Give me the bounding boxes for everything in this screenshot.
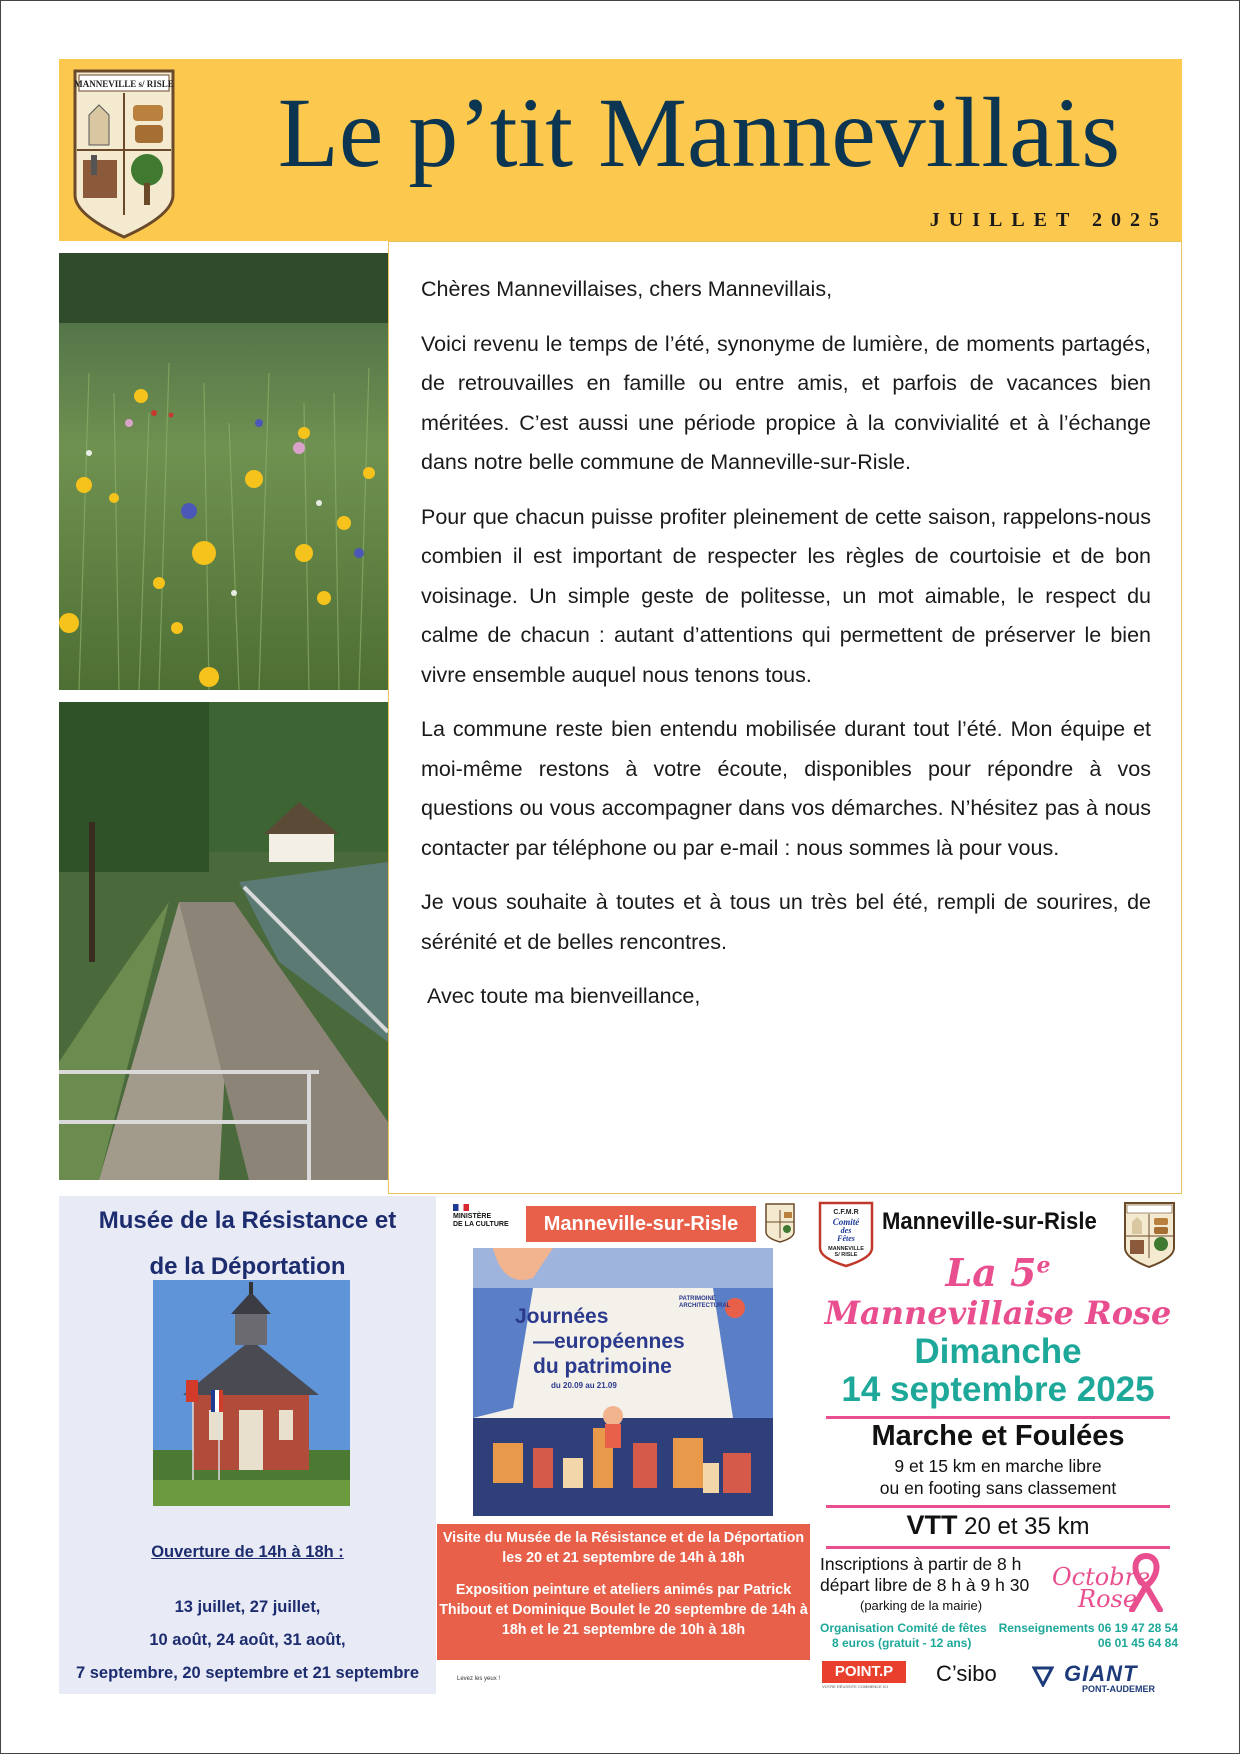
patrimoine-town-banner: Manneville-sur-Risle [526,1206,756,1242]
jep-poster-illustration [473,1248,773,1516]
renseignements-info [994,1621,1178,1651]
levez-les-yeux-logo: Levez les yeux ! [457,1676,501,1682]
musee-building-photo [153,1280,350,1506]
rens-line: 06 01 45 64 84 [1097,1636,1178,1650]
patrimoine-info: Visite du Musée de la Résistance et de la Déportation les 20 et 21 septembre de 14h à 18h [442,1530,805,1566]
orga-line: Organisation Comité de fêtes [820,1621,987,1635]
inscriptions [820,1554,1029,1596]
patrimoine-panel [437,1196,810,1694]
ministere-logo [453,1204,509,1229]
vtt-label: VTT [906,1510,958,1540]
inscriptions-line: Inscriptions à partir de 8 h [820,1554,1022,1574]
musee-panel [59,1196,436,1694]
cfmr-line: MANNEVILLE [828,1246,864,1252]
jep-sub-line: PATRIMOINE [679,1296,716,1302]
letter-greeting: Chères Mannevillaises, chers Mannevillais, [421,277,833,301]
pointp-logo: POINT.P [822,1661,906,1683]
marche-detail: ou en footing sans classement [879,1478,1117,1498]
newsletter-title: Le p’tit Mannevillais [277,77,1121,188]
cfmr-line: S/ RISLE [834,1252,858,1258]
jep-title-line: —européennes [533,1330,685,1353]
letter-closing: Avec toute ma bienveillance, [427,984,701,1008]
wildflower-meadow-photo [59,253,388,690]
letter-paragraph: La commune reste bien entendu mobilisée durant tout l’été. Mon équipe et moi-même restons à votre écoute, disponibles pour répondre à vos questions ou vous accompagner dans vos démarches. N’hésitez pas à nous contacter par téléphone ou par e-mail : nous sommes là pour vous. [421,717,1151,860]
ministere-line: DE LA CULTURE [453,1221,509,1228]
jep-sub-line: ARCHITECTURAL [679,1303,731,1309]
jep-title-line: du patrimoine [533,1355,672,1378]
divider [826,1416,1170,1419]
jep-title [515,1304,685,1379]
musee-dates [59,1591,436,1690]
mayor-letter [388,241,1182,1194]
orga-line: 8 euros (gratuit - 12 ans) [832,1636,972,1650]
musee-title-line: de la Déportation [149,1253,346,1280]
rose-date: 14 septembre 2025 [841,1370,1155,1409]
jep-dates: du 20.09 au 21.09 [551,1381,617,1390]
octobre-line: Octobre [1052,1563,1151,1591]
rose-day: Dimanche [914,1332,1082,1371]
giant-logo: GIANT [1064,1661,1138,1686]
v-triangle-icon [1032,1665,1054,1687]
cfmr-line: C.F.M.R [833,1209,859,1216]
vtt-info [814,1510,1182,1541]
divider [826,1505,1170,1508]
rens-line: Renseignements 06 19 47 28 54 [998,1621,1178,1635]
letter-paragraph: Pour que chacun puisse profiter pleinement de cette saison, rappelons-nous combien il est important de respecter les règles de courtoisie et de bon voisinage. Un simple geste de politesse, un mot aimable, le respect du calme de chacun : autant d’attentions qui permettent de préserver le bien vivre ensemble auquel nous tenons tous. [421,504,1151,687]
town-crest-icon [69,65,179,241]
musee-date-line: 10 août, 24 août, 31 août, [149,1631,346,1649]
pointp-tagline: VOTRE RÉUSSITE COMMENCE ICI [822,1684,889,1689]
rose-edition [814,1250,1182,1295]
french-flag-icon [453,1204,469,1211]
letter-paragraph: Je vous souhaite à toutes et à tous un très bel été, rempli de sourires, de sérénité et de belles rencontres. [421,890,1151,954]
cfmr-line: des [840,1226,852,1235]
letter-paragraph: Voici revenu le temps de l’été, synonyme de lumière, de moments partagés, de retrouvailles en famille ou entre amis, et parfois de vacances bien méritées. C’est aussi une période propice à la convivialité et à l’échange dans notre belle commune de Manneville-sur-Risle. [421,331,1151,474]
rose-event-name: Mannevillaise Rose [824,1294,1172,1332]
patrimoine-info: Exposition peinture et ateliers animés par Patrick Thibout et Dominique Boulet le 20 septembre de 14h à 18h et le 21 septembre de 10h à 18h [439,1582,808,1638]
rose-edition-suffix: e [1036,1252,1051,1279]
musee-date-line: 7 septembre, 20 septembre et 21 septembre [76,1664,419,1682]
parking-note: (parking de la mairie) [860,1598,983,1613]
issue-date: JUILLET 2025 [929,209,1168,231]
csibo-logo: C’sibo [936,1661,997,1686]
cfmr-line: Comité [832,1217,860,1227]
crest-label: MANNEVILLE s/ RISLE [74,79,174,89]
marche-detail: 9 et 15 km en marche libre [894,1456,1102,1476]
musee-title [59,1198,436,1290]
octobre-line: Rose [1078,1585,1138,1613]
musee-date-line: 13 juillet, 27 juillet, [174,1598,321,1616]
patrimoine-info-box [437,1524,810,1660]
marche-title: Marche et Foulées [871,1420,1125,1452]
mannevillaise-rose-panel [814,1196,1182,1694]
sponsor-logos [820,1657,1180,1694]
divider [826,1546,1170,1549]
octobre-rose-logo [1052,1552,1172,1616]
musee-opening-hours: Ouverture de 14h à 18h : [151,1543,344,1561]
rose-town: Manneville-sur-Risle [882,1208,1097,1235]
partner-logos [457,1670,797,1688]
masthead [59,59,1182,241]
town-crest-icon [764,1202,796,1244]
organisation-info [820,1621,987,1651]
ministere-line: MINISTÈRE [453,1213,492,1220]
river-walkway-photo [59,702,388,1180]
vtt-distance: 20 et 35 km [957,1513,1090,1540]
giant-location: PONT-AUDEMER [1082,1684,1156,1694]
jep-subtitle [679,1296,730,1310]
rose-edition-number: La 5 [945,1250,1037,1295]
musee-title-line: Musée de la Résistance et [98,1207,397,1234]
jep-title-line: Journées [515,1305,609,1328]
cfmr-line: Fêtes [837,1234,855,1243]
inscriptions-line: départ libre de 8 h à 9 h 30 [820,1575,1030,1595]
